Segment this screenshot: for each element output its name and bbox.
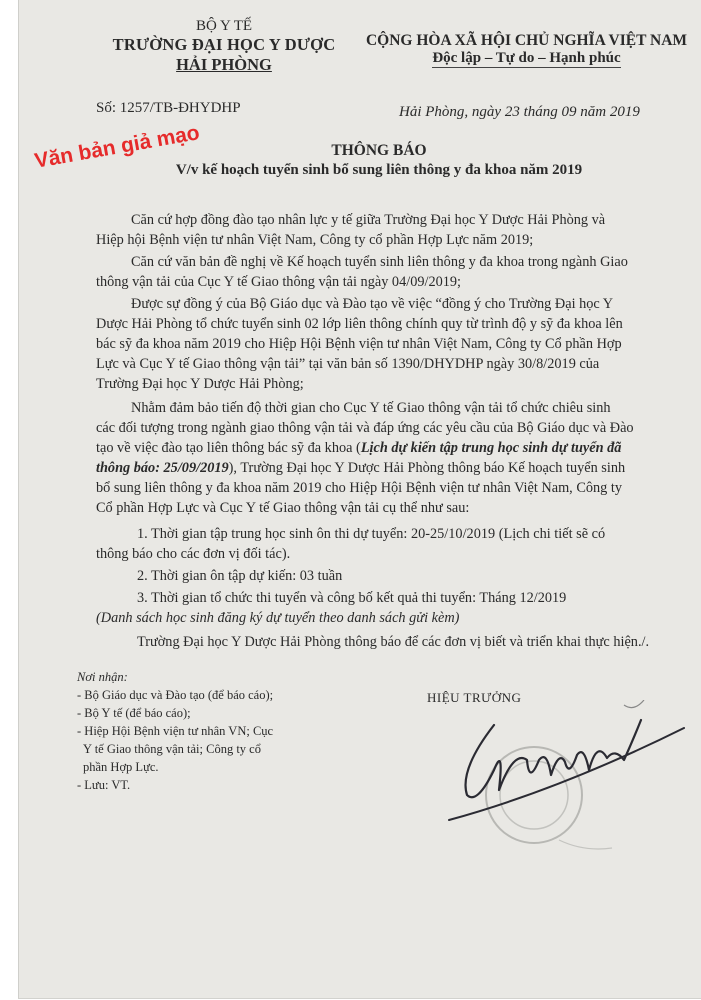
list-item-1: 1. Thời gian tập trung học sinh ôn thi dự tuyển: 20-25/10/2019 (Lịch chi tiết sẽ có [137,526,606,542]
recipient-item-cont: phần Hợp Lực. [83,760,159,774]
schedule-note: Lịch dự kiến tập trung học sinh dự tuyển đã [360,440,622,456]
closing-line: Trường Đại học Y Dược Hải Phòng thông báo để các đơn vị biết và triển khai thực hiện./. [137,634,650,650]
body-line: Lực và Cục Y tế Giao thông vận tải” tại văn bản số 1390/DHYDHP ngày 30/8/2019 của [96,356,600,372]
body-line: bổ sung liên thông y đa khoa năm 2019 cho Hiệp Hội Bệnh viện tư nhân Việt Nam, Công ty [96,480,623,496]
school-name-line2: HẢI PHÒNG [176,55,272,74]
recipient-item: - Bộ Giáo dục và Đào tạo (để báo cáo); [77,688,274,702]
body-line: Hiệp hội Bệnh viện tư nhân Việt Nam, Công ty cổ phần Hợp Lực năm 2019; [96,232,534,248]
fake-document-label: Văn bản giả mạo [32,121,202,173]
list-item-2: 2. Thời gian ôn tập dự kiến: 03 tuần [137,568,343,584]
body-line [96,460,625,477]
recipient-item: - Lưu: VT. [77,778,131,792]
body-line: Được sự đồng ý của Bộ Giáo dục và Đào tạo về việc “đồng ý cho Trường Đại học Y [131,296,614,312]
ministry-name: BỘ Y TẾ [195,18,253,34]
title-main: THÔNG BÁO [331,142,427,159]
handwritten-signature [419,700,699,840]
schedule-date: thông báo: 25/09/2019 [96,460,229,476]
recipient-item: - Hiệp Hội Bệnh viện tư nhân VN; Cục [77,724,274,738]
place-date: Hải Phòng, ngày 23 tháng 09 năm 2019 [399,104,640,120]
body-line: Căn cứ hợp đồng đào tạo nhân lực y tế giữa Trường Đại học Y Dược Hải Phòng và [131,212,606,228]
body-line: Dược Hải Phòng tổ chức tuyển sinh 02 lớp liên thông chính quy từ trình độ y sỹ đa khoa lên [96,316,623,332]
body-line: các đối tượng trong ngành giao thông vận tải và đáp ứng các yêu cầu của Bộ Giáo dục và Đào [96,420,634,436]
body-text-segment: ), Trường Đại học Y Dược Hải Phòng thông báo Kế hoạch tuyển sinh [228,460,626,476]
body-line: thông vận tải của Cục Y tế Giao thông vận tải ngày 04/09/2019; [96,274,462,290]
signer-title: HIỆU TRƯỞNG [427,690,522,705]
document-number: Số: 1257/TB-ĐHYDHP [96,100,241,116]
motto-text: Độc lập – Tự do – Hạnh phúc [432,50,621,66]
national-heading [359,32,694,67]
recipient-item-cont: Y tế Giao thông vận tải; Công ty cổ [83,742,261,756]
body-line: bác sỹ đa khoa năm 2019 cho Hiệp Hội Bệnh viện tư nhân Việt Nam, Công ty Cổ phần Hợp [96,336,622,352]
body-line: Căn cứ văn bản đề nghị về Kế hoạch tuyển sinh liên thông y đa khoa trong ngành Giao [131,254,628,270]
document-page [18,0,701,999]
list-item-3-cont: (Danh sách học sinh đăng ký dự tuyển theo danh sách gửi kèm) [96,610,460,626]
body-line [96,440,621,457]
recipients-heading: Nơi nhận: [77,670,128,684]
body-text-segment: tạo về việc đào tạo liên thông bác sỹ đa khoa ( [96,440,361,456]
country-name: CỘNG HÒA XÃ HỘI CHỦ NGHĨA VIỆT NAM [365,32,688,49]
list-item-1-cont: thông báo cho các đơn vị đối tác). [96,546,291,562]
body-line: Cổ phần Hợp Lực và Cục Y tế Giao thông vận tải cụ thể như sau: [96,500,470,516]
title-subject: V/v kế hoạch tuyển sinh bổ sung liên thông y đa khoa năm 2019 [175,162,583,178]
body-line: Nhằm đảm bảo tiến độ thời gian cho Cục Y tế Giao thông vận tải tổ chức chiêu sinh [131,400,611,416]
national-motto [359,50,694,67]
document-title [169,142,589,179]
list-item-3: 3. Thời gian tổ chức thi tuyển và công bố kết quả thi tuyển: Tháng 12/2019 [137,590,567,606]
body-line: Trường Đại học Y Dược Hải Phòng; [96,376,304,392]
school-name-line1: TRƯỜNG ĐẠI HỌC Y DƯỢC [112,35,336,54]
recipient-item: - Bộ Y tế (để báo cáo); [77,706,191,720]
issuer-block [59,18,389,75]
